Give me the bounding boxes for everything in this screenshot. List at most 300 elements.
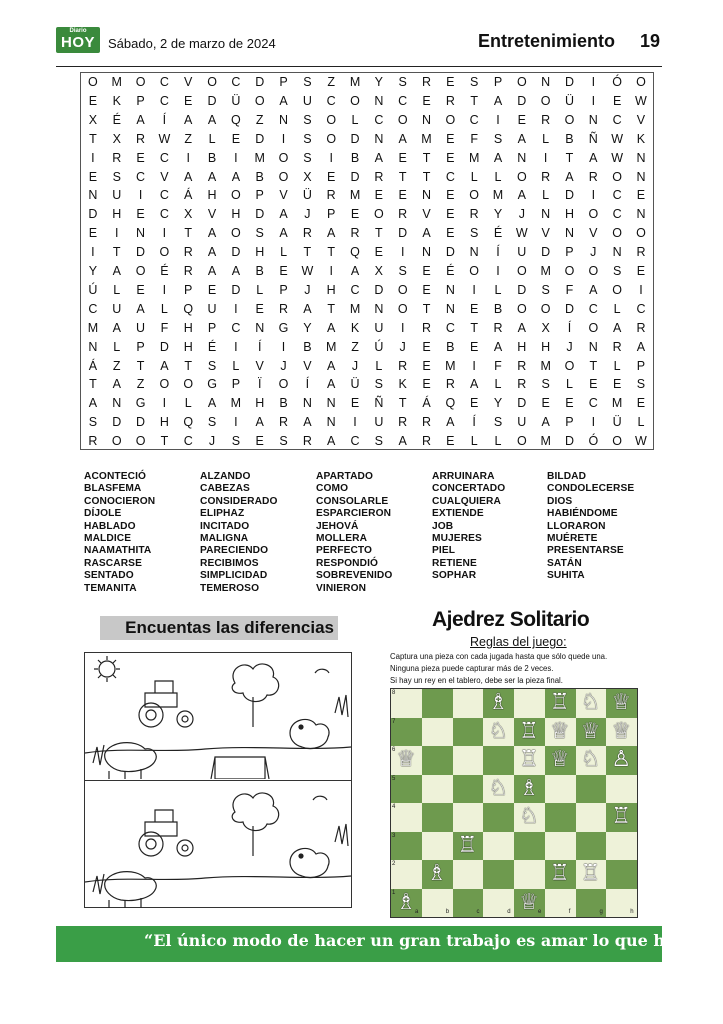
word-list-item: SATÁN [547, 557, 582, 569]
grid-letter: E [88, 93, 98, 108]
grid-letter: Q [183, 301, 194, 316]
grid-letter: T [470, 93, 478, 108]
rank-label: 1 [392, 889, 396, 896]
grid-letter: O [564, 358, 575, 373]
grid-letter: S [493, 415, 503, 430]
word-list-item: CUALQUIERA [432, 495, 501, 507]
sun-icon [99, 661, 115, 677]
grid-letter: C [183, 434, 193, 449]
grid-letter: K [398, 377, 407, 392]
grid-letter: L [494, 169, 502, 184]
grid-letter: A [279, 226, 288, 241]
chess-bishop-icon[interactable]: ♗ [426, 861, 447, 886]
cow-icon [105, 743, 157, 772]
grid-letter: D [159, 339, 169, 354]
chess-bishop-icon[interactable]: ♗ [396, 889, 416, 915]
grid-letter: T [375, 226, 383, 241]
chess-pawn-icon[interactable]: ♙ [611, 747, 632, 772]
chess-bishop-icon[interactable]: ♗ [519, 775, 539, 801]
chess-square[interactable] [453, 803, 484, 832]
word-list-item: PRESENTARSE [547, 545, 624, 557]
grid-letter: T [184, 358, 193, 373]
grid-letter: F [470, 131, 478, 146]
grid-letter: E [422, 339, 431, 354]
grid-letter: O [350, 93, 360, 108]
grid-letter: E [350, 396, 360, 411]
grid-letter: M [230, 396, 242, 411]
grid-row [81, 73, 653, 92]
grid-letter: C [350, 434, 360, 449]
chess-square[interactable] [422, 689, 453, 718]
grid-letter: C [445, 169, 455, 184]
chess-rook-icon[interactable]: ♖ [611, 804, 632, 829]
word-list-item: INCITADO [200, 520, 250, 532]
chess-square[interactable] [453, 718, 484, 747]
chess-rook-icon[interactable]: ♖ [457, 832, 478, 858]
grid-letter: A [493, 150, 503, 165]
chess-bishop-icon[interactable]: ♗ [488, 690, 509, 715]
grid-letter: J [566, 339, 573, 354]
grid-letter: X [184, 207, 193, 222]
grid-letter: S [303, 131, 312, 146]
grid-letter: E [136, 150, 145, 165]
grid-letter: A [374, 150, 384, 165]
grid-row [81, 375, 653, 394]
grid-letter: R [445, 93, 455, 108]
grid-letter: O [135, 264, 146, 278]
grid-letter: E [422, 377, 431, 392]
grid-letter: V [207, 207, 217, 222]
grid-letter: E [612, 93, 622, 108]
grid-letter: O [469, 264, 480, 278]
grid-letter: B [493, 301, 503, 316]
grid-letter: X [88, 112, 98, 127]
grid-letter: U [207, 301, 217, 316]
word-list-item: PIEL [432, 545, 456, 557]
grid-letter: E [422, 93, 431, 108]
grid-letter: A [398, 131, 407, 146]
chess-queen-icon[interactable]: ♕ [519, 889, 539, 915]
grid-letter: A [422, 226, 431, 241]
chess-queen-icon[interactable]: ♕ [396, 747, 416, 772]
grid-letter: Í [162, 112, 167, 127]
file-label: h [630, 909, 634, 915]
grid-letter: O [111, 434, 122, 449]
grid-letter: P [279, 75, 288, 89]
grid-letter: P [207, 320, 217, 335]
grid-letter: S [303, 75, 312, 89]
grid-letter: A [517, 188, 526, 203]
grid-letter: A [517, 320, 526, 335]
grid-letter: O [588, 264, 599, 278]
grid-letter: L [351, 112, 359, 127]
grid-letter: E [136, 282, 145, 297]
grid-letter: O [397, 282, 408, 297]
grid-letter: O [588, 320, 599, 335]
grid-letter: B [303, 339, 312, 354]
chess-queen-icon[interactable]: ♕ [611, 690, 632, 715]
grid-letter: I [329, 264, 333, 278]
grid-letter: V [303, 358, 312, 373]
grid-letter: N [374, 93, 384, 108]
chess-square[interactable] [576, 775, 607, 804]
chess-square[interactable] [545, 803, 576, 832]
grid-letter: I [234, 150, 238, 165]
grid-letter: E [136, 207, 145, 222]
chess-square[interactable] [545, 775, 576, 804]
chess-knight-icon[interactable]: ♘ [488, 718, 509, 744]
grid-letter: O [397, 301, 408, 316]
grid-letter: N [612, 245, 622, 260]
grid-letter: G [135, 396, 146, 411]
file-label: a [415, 909, 419, 915]
chess-square[interactable] [453, 746, 484, 775]
grid-letter: L [637, 415, 645, 430]
grid-letter: S [636, 377, 646, 392]
grid-letter: O [159, 245, 170, 260]
grid-letter: O [135, 434, 146, 449]
grid-letter: H [255, 245, 265, 260]
chess-rook-icon[interactable]: ♖ [549, 690, 570, 715]
grid-letter: F [494, 358, 502, 373]
grid-letter: O [445, 112, 456, 127]
section-title: Entretenimiento [478, 31, 616, 51]
word-list-item: SIMPLICIDAD [200, 570, 268, 582]
grid-letter: P [255, 188, 264, 203]
grid-letter: E [589, 377, 598, 392]
grid-letter: D [564, 75, 574, 89]
issue-date: Sábado, 2 de marzo de 2024 [108, 36, 276, 51]
word-list-item: SOBREVENIDO [316, 570, 393, 582]
grid-letter: W [611, 150, 624, 165]
word-list-item: RECIBIMOS [200, 557, 259, 569]
grid-letter: R [350, 226, 360, 241]
word-list-item: BLASFEMA [84, 483, 142, 495]
grid-letter: C [636, 301, 646, 316]
tree-icon [232, 793, 278, 831]
grid-letter: O [278, 150, 289, 165]
grid-row [81, 319, 653, 338]
grid-letter: O [540, 93, 551, 108]
grid-letter: T [184, 226, 193, 241]
chess-square[interactable] [453, 689, 484, 718]
chess-rook-icon[interactable]: ♖ [549, 861, 570, 886]
grid-letter: Y [88, 264, 98, 278]
chess-square[interactable] [606, 860, 637, 889]
logo-main-text: HOY [60, 34, 95, 51]
grid-letter: É [446, 264, 455, 278]
chess-queen-icon[interactable]: ♕ [580, 718, 601, 744]
chess-square[interactable] [576, 803, 607, 832]
chess-knight-icon[interactable]: ♘ [519, 804, 539, 829]
chess-square[interactable] [483, 746, 514, 775]
grid-letter: I [496, 264, 500, 278]
grid-letter: I [91, 150, 95, 165]
grid-letter: R [374, 169, 384, 184]
chess-square[interactable] [606, 775, 637, 804]
grid-letter: O [278, 377, 289, 392]
chess-square[interactable] [391, 689, 422, 718]
grid-letter: V [184, 75, 193, 89]
grid-letter: R [183, 245, 193, 260]
grid-letter: S [255, 226, 264, 241]
grid-letter: E [446, 75, 455, 89]
grid-letter: C [588, 396, 598, 411]
chess-rook-icon[interactable]: ♖ [519, 747, 539, 772]
grid-letter: I [472, 282, 476, 297]
grid-letter: O [326, 131, 337, 146]
grid-letter: H [183, 320, 193, 335]
grid-row [81, 130, 653, 149]
grid-row [81, 168, 653, 187]
grid-letter: A [589, 282, 598, 297]
grid-letter: L [113, 339, 121, 354]
grid-letter: I [91, 245, 95, 260]
chess-square[interactable] [514, 689, 545, 718]
grid-letter: É [112, 112, 121, 127]
grid-letter: I [591, 93, 596, 108]
grid-letter: Á [422, 396, 431, 411]
grid-letter: U [112, 301, 122, 316]
grid-letter: D [112, 415, 122, 430]
grid-letter: T [89, 377, 97, 392]
grid-letter: Y [493, 396, 503, 411]
grid-letter: E [255, 434, 264, 449]
grid-letter: N [374, 301, 384, 316]
grid-letter: H [159, 415, 169, 430]
chess-square[interactable] [514, 860, 545, 889]
word-list-item: RESPONDIÓ [316, 557, 379, 569]
grid-letter: I [329, 150, 333, 165]
chess-square[interactable] [391, 803, 422, 832]
word-search-grid [80, 72, 654, 450]
grid-letter: I [115, 226, 119, 241]
grid-letter: A [469, 377, 479, 392]
word-list-item: TEMEROSO [200, 582, 260, 594]
grid-letter: Z [136, 377, 145, 392]
grid-letter: A [231, 264, 241, 278]
word-list-item: RETIENE [432, 557, 477, 569]
grid-letter: A [446, 415, 455, 430]
chess-title: Ajedrez Solitario [432, 608, 590, 631]
word-list-item: CONOCIERON [84, 495, 156, 507]
word-list-item: MOLLERA [316, 533, 368, 545]
grid-letter: Ó [588, 434, 599, 449]
grid-letter: A [255, 415, 264, 430]
grid-letter: D [517, 396, 527, 411]
grid-letter: M [540, 434, 551, 449]
chess-square[interactable] [453, 775, 484, 804]
chess-queen-icon[interactable]: ♕ [549, 747, 570, 772]
grid-letter: A [279, 93, 288, 108]
grid-letter: L [542, 188, 550, 203]
grid-letter: M [611, 396, 623, 411]
grid-letter: E [469, 301, 479, 316]
chess-square[interactable] [483, 803, 514, 832]
rank-label: 2 [392, 861, 396, 867]
grid-letter: E [446, 226, 455, 241]
grid-letter: S [112, 169, 121, 184]
grid-letter: E [541, 396, 550, 411]
grid-letter: S [303, 112, 312, 127]
grid-letter: I [496, 112, 500, 127]
grid-letter: R [612, 339, 622, 354]
grid-letter: R [493, 320, 503, 335]
chess-square[interactable] [391, 860, 422, 889]
grid-letter: R [326, 188, 336, 203]
grid-letter: R [517, 377, 527, 392]
word-list-column [547, 471, 663, 583]
grid-letter: A [279, 207, 288, 222]
word-list-item: CONDOLECERSE [547, 483, 635, 495]
chess-square[interactable] [606, 832, 637, 861]
chess-square[interactable] [514, 832, 545, 861]
grid-letter: C [159, 75, 169, 89]
grid-letter: S [469, 75, 479, 89]
grid-letter: A [160, 358, 169, 373]
file-label: e [538, 909, 542, 915]
grid-letter: R [541, 169, 551, 184]
grid-letter: V [589, 226, 598, 241]
grid-letter: O [612, 434, 622, 449]
grid-letter: L [494, 282, 502, 297]
chess-square[interactable] [545, 889, 576, 918]
chess-square[interactable] [483, 860, 514, 889]
grid-letter: K [112, 93, 121, 108]
file-label: b [445, 909, 450, 915]
chess-square[interactable] [422, 803, 453, 832]
rank-label: 7 [392, 718, 396, 725]
header-divider [56, 66, 662, 67]
chess-square[interactable] [391, 775, 422, 804]
grid-letter: A [493, 339, 503, 354]
word-list-item: DIOS [547, 495, 573, 507]
word-list [84, 471, 664, 596]
grid-letter: A [207, 396, 217, 411]
grid-letter: I [591, 415, 596, 430]
grid-letter: D [350, 169, 360, 184]
grid-letter: S [231, 434, 241, 449]
chess-knight-icon[interactable]: ♘ [580, 690, 601, 715]
chess-queen-icon[interactable]: ♕ [611, 718, 632, 744]
grid-letter: D [255, 207, 265, 222]
grid-letter: D [88, 207, 98, 222]
word-list-item: SOPHAR [432, 570, 477, 582]
word-list-item: HABIÉNDOME [547, 508, 618, 520]
grid-letter: N [88, 339, 98, 354]
chess-square[interactable] [422, 775, 453, 804]
grid-letter: R [302, 226, 312, 241]
chess-queen-icon[interactable]: ♕ [549, 718, 570, 744]
grid-letter: E [446, 188, 455, 203]
rank-label: 8 [392, 690, 396, 696]
grid-letter: A [303, 415, 312, 430]
grid-letter: D [136, 415, 146, 430]
grid-letter: E [350, 207, 360, 222]
chess-square[interactable] [422, 832, 453, 861]
grid-letter: N [541, 75, 551, 89]
grid-letter: O [326, 112, 337, 127]
grid-letter: S [374, 434, 384, 449]
grid-letter: É [207, 339, 217, 354]
grid-letter: R [636, 320, 646, 335]
chess-square[interactable] [453, 860, 484, 889]
grid-letter: D [231, 282, 241, 297]
grid-letter: T [422, 301, 431, 316]
chess-square[interactable] [422, 746, 453, 775]
grid-letter: R [421, 434, 432, 449]
word-list-item: MUJERES [432, 533, 482, 545]
chess-square[interactable] [422, 718, 453, 747]
grid-letter: O [516, 75, 527, 89]
chess-rook-icon[interactable]: ♖ [519, 718, 539, 744]
page-number: 19 [640, 31, 661, 51]
grid-letter: N [421, 245, 432, 260]
grid-letter: Ñ [374, 396, 384, 411]
grid-letter: E [517, 112, 526, 127]
grid-letter: S [374, 377, 384, 392]
grid-letter: P [136, 339, 145, 354]
grid-letter: H [231, 207, 241, 222]
chess-knight-icon[interactable]: ♘ [580, 747, 601, 772]
grid-letter: E [398, 188, 407, 203]
chess-rule: Si hay un rey en el tablero, debe ser la pieza final. [390, 676, 563, 685]
grid-letter: P [493, 75, 503, 89]
grid-letter: W [515, 226, 528, 241]
grid-letter: P [184, 282, 193, 297]
grid-letter: C [445, 320, 455, 335]
chess-square[interactable] [391, 718, 422, 747]
grid-letter: O [540, 301, 551, 316]
grid-letter: M [349, 75, 361, 89]
grid-letter: Ú [88, 282, 98, 297]
chess-square[interactable] [576, 832, 607, 861]
grid-letter: O [612, 169, 622, 184]
grid-letter: N [636, 169, 646, 184]
word-list-item: ESPARCIERON [316, 508, 392, 520]
grid-letter: L [208, 131, 216, 146]
chess-rook-icon[interactable]: ♖ [580, 861, 601, 886]
grid-letter: D [564, 301, 574, 316]
chess-square[interactable] [483, 832, 514, 861]
grid-letter: D [374, 282, 384, 297]
grid-letter: M [325, 339, 337, 354]
chess-square[interactable] [545, 832, 576, 861]
grid-letter: A [207, 112, 217, 127]
grid-letter: D [207, 93, 217, 108]
grid-letter: O [612, 282, 622, 297]
grid-letter: D [350, 131, 360, 146]
grid-letter: O [159, 377, 170, 392]
grid-letter: A [112, 320, 121, 335]
chess-knight-icon[interactable]: ♘ [488, 775, 509, 801]
grid-letter: L [113, 282, 121, 297]
grid-letter: S [303, 150, 312, 165]
grid-letter: Ú [374, 339, 384, 354]
grid-letter: K [636, 131, 646, 146]
file-label: d [507, 909, 511, 915]
chess-square[interactable] [391, 832, 422, 861]
word-list-item: CABEZAS [200, 483, 250, 495]
grid-letter: Z [112, 358, 121, 373]
grid-letter: E [88, 169, 98, 184]
grid-letter: D [255, 75, 265, 89]
grid-letter: J [304, 207, 311, 222]
grid-letter: T [327, 301, 336, 316]
grid-letter: T [565, 150, 574, 165]
grid-letter: L [494, 434, 502, 449]
grid-letter: S [493, 131, 503, 146]
